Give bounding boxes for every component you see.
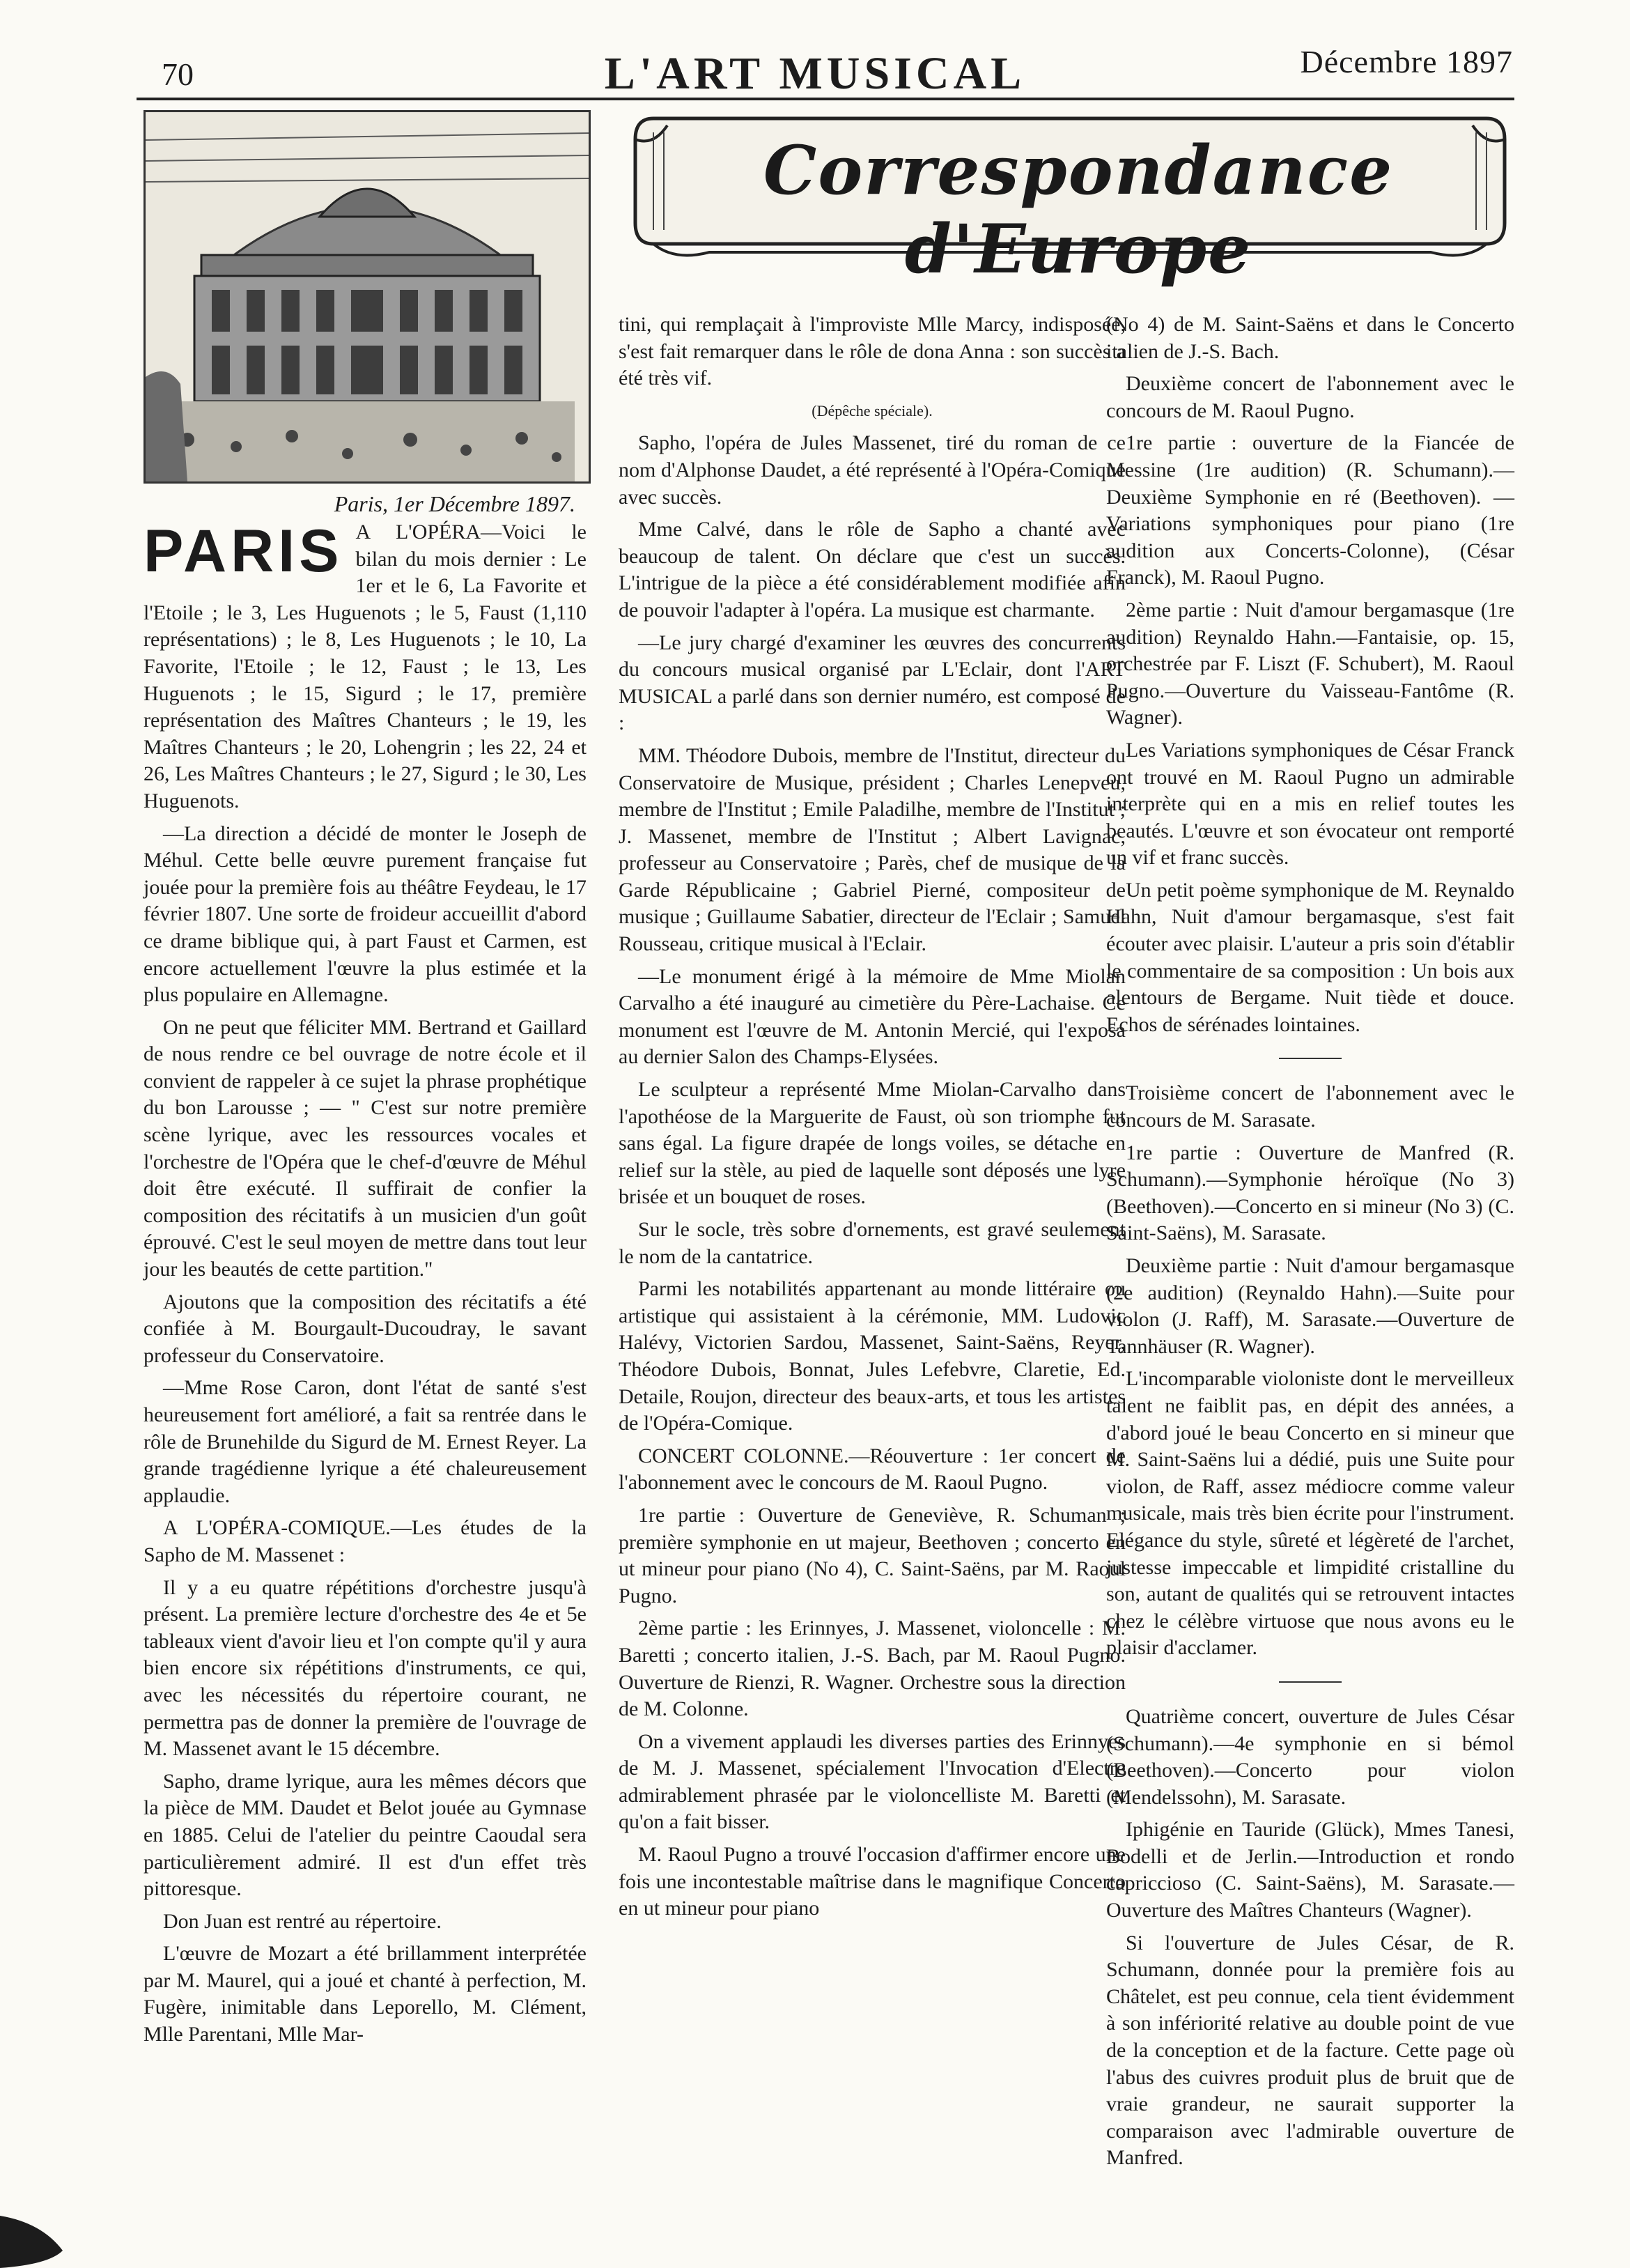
paragraph: Le sculpteur a représenté Mme Miolan-Carvalho dans l'apothéose de la Marguerite de Faust, où son triomphe fut sans égal. La figure drapée de longs voiles, se détache en relief sur la stèle, au pied de laquelle sont déposés une lyre brisée et un bouquet de roses. <box>619 1078 1126 1209</box>
column-3 <box>1106 311 1514 2177</box>
paragraph: A L'OPÉRA—Voici le bilan du mois dernier : Le 1er et le 6, La Favorite et l'Etoile ; le 3, Les Huguenots ; le 5, Faust (1,110 représentations) ; le 8, Les Huguenots ; le 10, La Favorite, l'Etoile ; le 12, Faust ; le 13, Les Huguenots ; le 15, Sigurd ; le 17, première représentation des Maîtres Chanteurs ; le 19, les Maîtres Chanteurs ; le 20, Lohengrin ; les 22, 24 et 26, Les Maîtres Chanteurs ; le 27, Sigurd ; le 30, Les Huguenots. <box>143 520 587 812</box>
paragraph: CONCERT COLONNE.—Réouverture : 1er concert de l'abonnement avec le concours de M. Raoul Pugno. <box>619 1444 1126 1495</box>
paragraph: (No 4) de M. Saint-Saëns et dans le Concerto italien de J.-S. Bach. <box>1106 313 1514 363</box>
correspondence-banner <box>626 105 1514 288</box>
section-divider <box>1279 1681 1342 1683</box>
paragraph: Quatrième concert, ouverture de Jules César (Schumann).—4e symphonie en si bémol (Beethoven).—Concerto pour violon (Mendelssohn), M. Sarasate. <box>1106 1704 1514 1809</box>
column-1 <box>143 519 587 2054</box>
paragraph: L'incomparable violoniste dont le merveilleux talent ne faiblit pas, en dépit des années, a d'abord joué le beau Concerto en si mineur que M. Saint-Saëns lui a dédié, puis une Suite pour violon, de Raff, assez médiocre comme valeur musicale, mais très bien écrite pour l'instrument. Elégance du style, sûreté et légèreté de l'archet, justesse impeccable et limpidité cristalline du son, autant de qualités qui se retrouvent intactes chez le célèbre virtuose que nous avons eu le plaisir d'acclamer. <box>1106 1367 1514 1660</box>
paragraph: Iphigénie en Tauride (Glück), Mmes Tanesi, Bodelli et de Jerlin.—Introduction et rondo capriccioso (C. Saint-Saëns), M. Sarasate.—Ouverture des Maîtres Chanteurs (Wagner). <box>1106 1818 1514 1922</box>
paragraph: Troisième concert de l'abonnement avec le concours de M. Sarasate. <box>1106 1081 1514 1132</box>
dispatch-note: (Dépêche spéciale). <box>812 401 933 419</box>
page-number: 70 <box>162 56 194 92</box>
paragraph: L'œuvre de Mozart a été brillamment interprétée par M. Maurel, qui a joué et chanté à perfection, M. Fugère, inimitable dans Leporello, M. Clément, Mlle Parentani, Mlle Mar- <box>143 1942 587 2046</box>
opera-section <box>143 519 587 815</box>
page-header <box>0 28 1630 98</box>
paragraph: —Mme Rose Caron, dont l'état de santé s'est heureusement fort amélioré, a fait sa rentrée dans le rôle de Brunehilde du Sigurd de M. Ernest Reyer. La grande tragédienne lyrique a été chaleureusement applaudie. <box>143 1376 587 1507</box>
paragraph: Les Variations symphoniques de César Franck ont trouvé en M. Raoul Pugno un admirable interprète qui en a mis en relief toutes les beautés. L'œuvre et son évocateur ont remporté un vif et franc succès. <box>1106 738 1514 870</box>
paragraph: Deuxième concert de l'abonnement avec le concours de M. Raoul Pugno. <box>1106 372 1514 422</box>
paragraph: Don Juan est rentré au répertoire. <box>163 1909 442 1933</box>
paragraph: On ne peut que féliciter MM. Bertrand et Gaillard de nous rendre ce bel ouvrage de notre école et il convient de rappeler à ce sujet la phrase prophétique du bon Larousse ; — " C'est sur notre première scène lyrique, avec les ressources vocales et l'orchestre de l'Opéra que le chef-d'œuvre de Méhul doit être exécuté. Il suffirait de confier la composition des récitatifs à un musicien d'un goût éprouvé. C'est le seul moyen de mettre dans tout leur jour les beautés de cette partition." <box>143 1015 587 1281</box>
paragraph: Sapho, l'opéra de Jules Massenet, tiré du roman de ce nom d'Alphonse Daudet, a été représenté à l'Opéra-Comique avec succès. <box>619 431 1126 509</box>
paragraph: Parmi les notabilités appartenant au monde littéraire ou artistique qui assistaient à la cérémonie, MM. Ludovic Halévy, Victorien Sardou, Massenet, Saint-Saëns, Reyer, Théodore Dubois, Bonnat, Jules Lefebvre, Claretie, Ed. Detaile, Roujon, directeur des beaux-arts, et tous les artistes de l'Opéra-Comique. <box>619 1277 1126 1435</box>
opera-house-engraving <box>143 110 591 484</box>
paragraph: Un petit poème symphonique de M. Reynaldo Hahn, Nuit d'amour bergamasque, s'est fait écouter avec plaisir. L'auteur a pris soin d'établir le commentaire de sa composition : Un bois aux alentours de Bergame. Nuit tiède et douce. Echos de sérénades lointaines. <box>1106 878 1514 1036</box>
paragraph: Ajoutons que la composition des récitatifs a été confiée à M. Bourgault-Ducoudray, le savant professeur du Conservatoire. <box>143 1290 587 1367</box>
paragraph: —La direction a décidé de monter le Joseph de Méhul. Cette belle œuvre purement française fut jouée pour la première fois au théâtre Feydeau, le 17 février 1807. Une sorte de froideur accueillit d'abord ce drame biblique qui, à part Faust et Carmen, est encore actuellement l'œuvre la plus estimée et la plus populaire en Allemagne. <box>143 821 587 1007</box>
dateline-caption: Paris, 1er Décembre 1897. <box>334 491 575 516</box>
paragraph: On a vivement applaudi les diverses parties des Erinnyes de M. J. Massenet, spécialement l'Invocation d'Electre admirablement phrasée par le violoncelliste M. Baretti et qu'on a fait bisser. <box>619 1729 1126 1834</box>
paragraph: MM. Théodore Dubois, membre de l'Institut, directeur du Conservatoire de Musique, président ; Charles Lenepveu, membre de l'Institut ; Emile Paladilhe, membre de l'Institut ; J. Massenet, membre de l'Institut ; Albert Lavignac, professeur au Conservatoire ; Parès, chef de musique de la Garde Républicaine ; Gabriel Pierné, compositeur de musique ; Guillaume Sabatier, directeur de l'Eclair ; Samuel Rousseau, critique musical à l'Eclair. <box>619 743 1126 956</box>
banner-title: Correspondance d'Europe <box>763 131 1394 288</box>
header-rule <box>137 98 1514 100</box>
journal-title: L'ART MUSICAL <box>604 48 1026 99</box>
section-divider <box>1279 1058 1342 1059</box>
paragraph: —Le monument érigé à la mémoire de Mme Miolan Carvalho a été inauguré au cimetière du Père-Lachaise. Ce monument est l'œuvre de M. Antonin Mercié, qui l'exposa au dernier Salon des Champs-Elysées. <box>619 964 1126 1069</box>
paragraph: Deuxième partie : Nuit d'amour bergamasque (2e audition) (Reynaldo Hahn).—Suite pour violon (J. Raff), M. Sarasate.—Ouverture de Tannhäuser (R. Wagner). <box>1106 1254 1514 1358</box>
paragraph: A L'OPÉRA-COMIQUE.—Les études de la Sapho de M. Massenet : <box>143 1516 587 1566</box>
paragraph: 2ème partie : les Erinnyes, J. Massenet, violoncelle : M. Baretti ; concerto italien, J.-S. Bach, par M. Raoul Pugno. Ouverture de Rienzi, R. Wagner. Orchestre sous la direction de M. Colonne. <box>619 1617 1126 1721</box>
paragraph: Sur le socle, très sobre d'ornements, est gravé seulement le nom de la cantatrice. <box>619 1218 1126 1268</box>
paragraph: M. Raoul Pugno a trouvé l'occasion d'affirmer encore une fois une incontestable maîtrise dans le magnifique Concerto en ut mineur pour piano <box>619 1843 1126 1920</box>
paragraph: Sapho, drame lyrique, aura les mêmes décors que la pièce de MM. Daudet et Belot jouée au Gymnase en 1885. Celui de l'atelier du peintre Caoudal sera particulièrement admiré. Il est d'un effet très pittoresque. <box>143 1769 587 1901</box>
paragraph: —Le jury chargé d'examiner les œuvres des concurrents du concours musical organisé par L'Eclair, dont l'ART MUSICAL a parlé dans son dernier numéro, est composé de : <box>619 631 1126 735</box>
paragraph: Si l'ouverture de Jules César, de R. Schumann, donnée pour la première fois au Châtelet, est peu connue, cela tient évidemment à son infériorité relative au double point de vue de la conception et de la facture. Cette page où l'abus des cuivres produit plus de bruit que de vraie grandeur, ne saurait supporter la comparaison avec l'admirable ouverture de Manfred. <box>1106 1931 1514 2170</box>
paragraph: 1re partie : Ouverture de Geneviève, R. Schuman ; première symphonie en ut majeur, Beethoven ; concerto en ut mineur pour piano (No 4), C. Saint-Saëns, par M. Raoul Pugno. <box>619 1503 1126 1607</box>
column-2 <box>619 311 1126 1928</box>
paragraph: Il y a eu quatre répétitions d'orchestre jusqu'à présent. La première lecture d'orchestre des 4e et 5e tableaux vient d'avoir lieu et l'on compte qu'il y aura bien encore six répétitions d'instruments, ce qui, avec les nécessités du répertoire courant, ne permettra pas de donner la première de l'ouvrage de M. Massenet avant le 15 décembre. <box>143 1575 587 1761</box>
issue-date: Décembre 1897 <box>1300 44 1513 79</box>
paragraph: tini, qui remplaçait à l'improviste Mlle Marcy, indisposée, s'est fait remarquer dans le rôle de dona Anna : son succès a été très vif. <box>619 313 1126 390</box>
paragraph: 1re partie : ouverture de la Fiancée de Messine (1re audition) (R. Schumann).—Deuxième Symphonie en ré (Beethoven). — Variations symphoniques pour piano (1re audition aux Concerts-Colonne), (César Franck), M. Raoul Pugno. <box>1106 431 1514 589</box>
paragraph: 2ème partie : Nuit d'amour bergamasque (1re audition) Reynaldo Hahn.—Fantaisie, op. 15, orchestrée par F. Liszt (F. Schubert), M. Raoul Pugno.—Ouverture du Vaisseau-Fantôme (R. Wagner). <box>1106 598 1514 730</box>
scan-smudge <box>0 2195 91 2268</box>
paris-dropcap: PARIS <box>143 518 343 585</box>
paragraph: Mme Calvé, dans le rôle de Sapho a chanté avec beaucoup de talent. On déclare que c'est un succès. L'intrigue de la pièce a été considérablement modifiée afin de pouvoir l'adapter à l'opéra. La musique est charmante. <box>619 518 1126 622</box>
paragraph: 1re partie : Ouverture de Manfred (R. Schumann).—Symphonie héroïque (No 3) (Beethoven).—Concerto en si mineur (No 3) (C. Saint-Saëns), M. Sarasate. <box>1106 1141 1514 1245</box>
